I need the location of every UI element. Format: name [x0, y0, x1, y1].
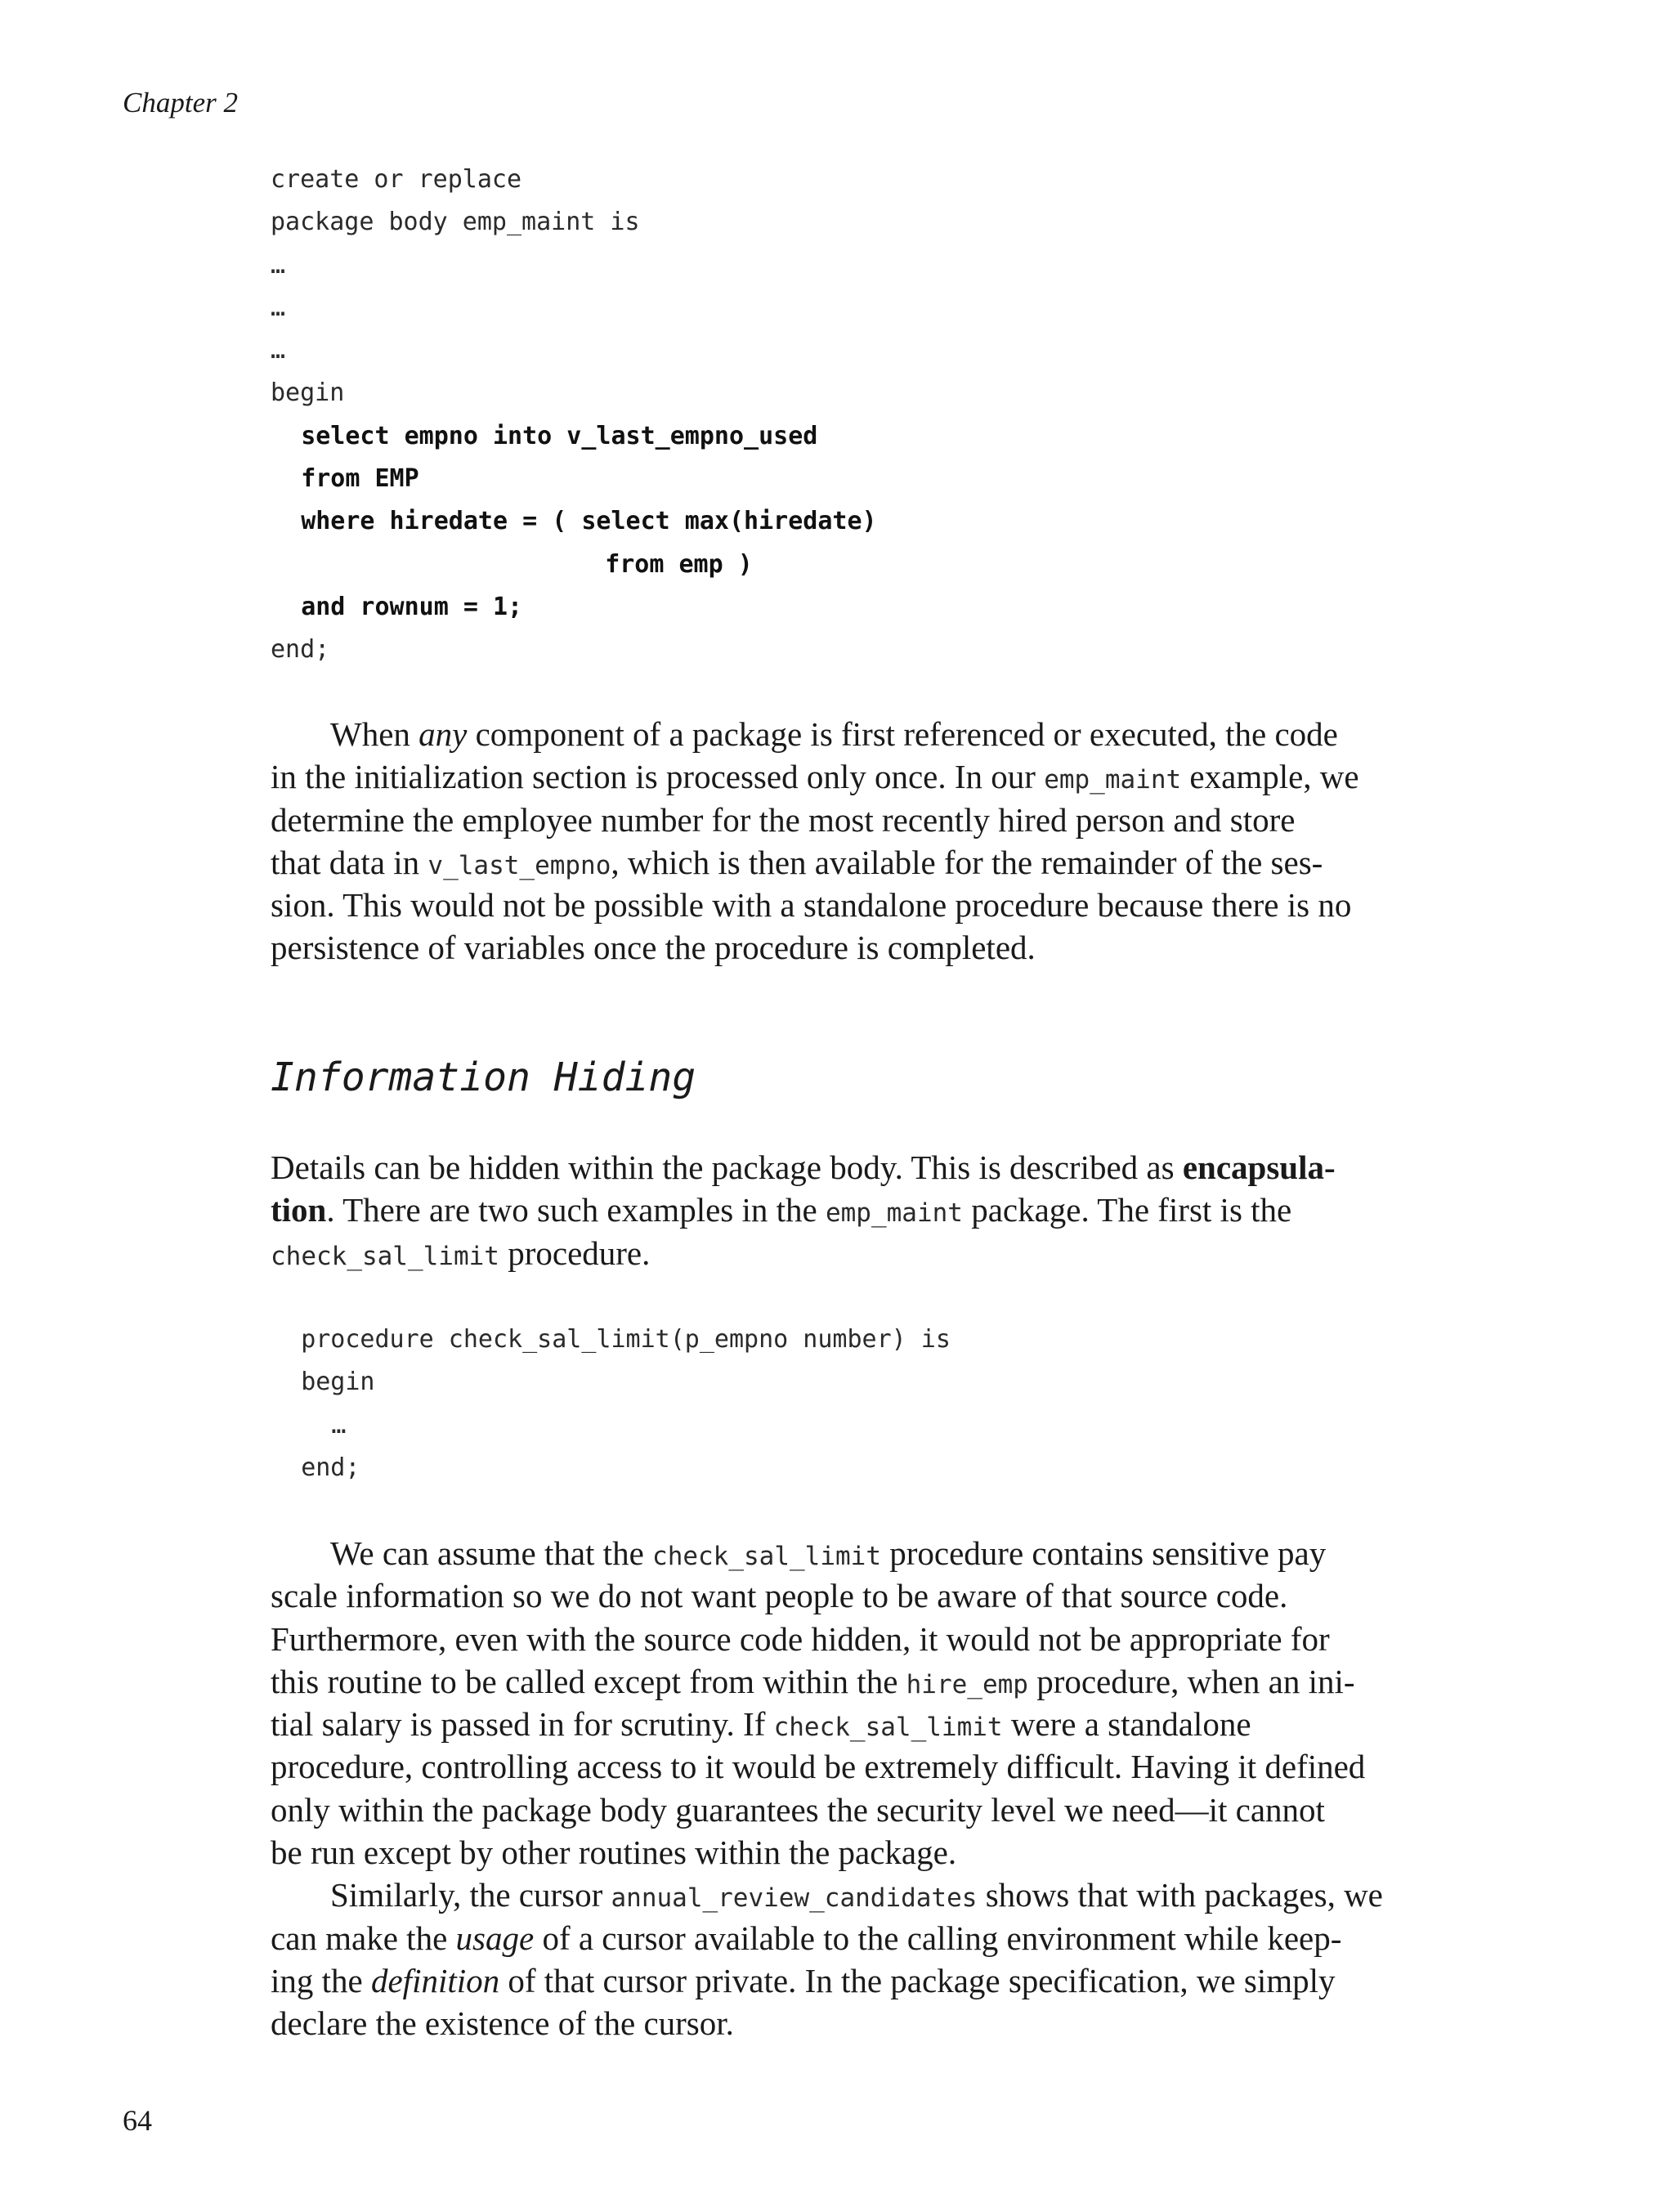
text-line: determine the employee number for the most recently hired person and store [271, 800, 1296, 839]
code-line: from EMP [301, 464, 419, 494]
code-block-check-sal-limit [271, 1319, 951, 1489]
inline-code: check_sal_limit [271, 1241, 499, 1271]
inline-code: check_sal_limit [652, 1542, 881, 1571]
text-line: in the initialization section is processed only once. In our emp_maint example, we [271, 758, 1359, 796]
code-line: … [271, 336, 286, 365]
text-line: this routine to be called except from within the hire_emp procedure, when an ini- [271, 1662, 1355, 1700]
text-line: tion. There are two such examples in the emp_maint package. The first is the [271, 1191, 1292, 1229]
section-heading: Information Hiding [271, 1055, 696, 1100]
paragraph-initialization [271, 713, 1431, 969]
code-line: select empno into v_last_empno_used [301, 421, 818, 450]
text-line: Furthermore, even with the source code hidden, it would not be appropriate for [271, 1619, 1330, 1658]
code-line: where hiredate = ( select max(hiredate) [301, 507, 877, 536]
text-line: ing the definition of that cursor private. In the package specification, we simply [271, 1961, 1336, 1999]
text-line: can make the usage of a cursor available to the calling environment while keep- [271, 1919, 1342, 1957]
inline-code: hire_emp [906, 1669, 1028, 1699]
inline-code: emp_maint [825, 1198, 963, 1229]
inline-code: v_last_empno [427, 850, 611, 880]
page-number: 64 [123, 2104, 152, 2137]
text-line: that data in v_last_empno, which is then available for the remainder of the ses- [271, 843, 1323, 881]
text-line: be run except by other routines within the package. [271, 1834, 957, 1872]
code-line: from emp ) [605, 549, 753, 579]
text-line: persistence of variables once the procedure is completed. [271, 929, 1036, 967]
text-line: tial salary is passed in for scrutiny. If check_sal_limit were a standalone [271, 1705, 1251, 1744]
text-line: Details can be hidden within the package body. This is described as encapsula- [271, 1149, 1336, 1186]
text-line: Similarly, the cursor annual_review_candidates shows that with packages, we [330, 1876, 1383, 1914]
code-line: package body emp_maint is [271, 208, 640, 237]
running-head: Chapter 2 [123, 87, 238, 119]
code-line: and rownum = 1; [301, 592, 523, 621]
code-line: end; [301, 1453, 360, 1482]
inline-code: check_sal_limit [773, 1713, 1003, 1743]
code-block-package-body [271, 159, 877, 672]
code-line: end; [271, 635, 330, 665]
paragraph-check-sal-limit [271, 1532, 1431, 2045]
text-line: sion. This would not be possible with a standalone procedure because there is no [271, 886, 1352, 925]
inline-code: emp_maint [1044, 765, 1182, 795]
text-line: only within the package body guarantees the security level we need—it cannot [271, 1790, 1325, 1829]
text-line: When any component of a package is first referenced or executed, the code [330, 715, 1338, 753]
code-line: … [331, 1410, 347, 1440]
text-line: declare the existence of the cursor. [271, 2004, 734, 2043]
code-line: … [271, 293, 286, 322]
text-line: procedure, controlling access to it would be extremely difficult. Having it defined [271, 1748, 1366, 1786]
code-line: begin [271, 378, 345, 408]
code-line: create or replace [271, 165, 522, 194]
code-line: procedure check_sal_limit(p_empno number) is [301, 1325, 951, 1354]
code-line: begin [301, 1368, 375, 1397]
text-line: We can assume that the check_sal_limit procedure contains sensitive pay [330, 1534, 1327, 1572]
paragraph-encapsulation [271, 1146, 1431, 1274]
text-line: check_sal_limit procedure. [271, 1234, 651, 1272]
text-line: scale information so we do not want people to be aware of that source code. [271, 1577, 1288, 1615]
code-line: … [271, 250, 286, 280]
inline-code: annual_review_candidates [611, 1883, 978, 1914]
